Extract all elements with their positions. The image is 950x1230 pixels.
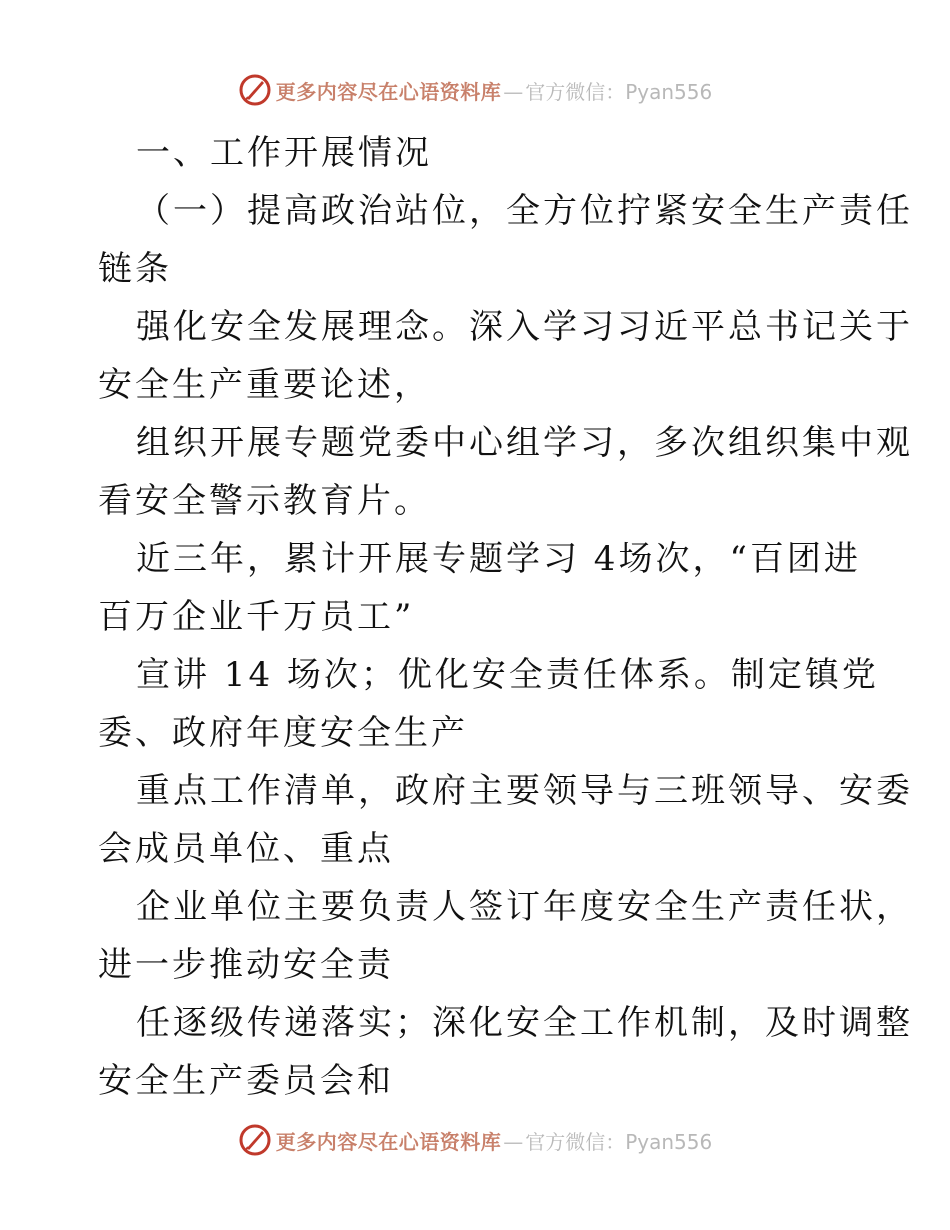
quill-pen-logo-icon — [238, 1123, 272, 1157]
watermark-main-text: 更多内容尽在心语资料库 — [275, 1129, 502, 1154]
watermark-dash: — — [503, 79, 524, 104]
paragraph-line: 企业单位主要负责人签订年度安全生产责任状， — [136, 887, 913, 927]
paragraph-line: 百万企业千万员工” — [98, 597, 415, 637]
subsection-heading: （一）提高政治站位，全方位拧紧安全生产责任 — [136, 191, 913, 231]
watermark-wechat-text: 官方微信：Pyan556 — [525, 1129, 713, 1154]
document-body — [98, 124, 913, 1110]
paragraph-line: 近三年，累计开展专题学习 4场次，“百团进 — [136, 539, 861, 579]
paragraph-line: 强化安全发展理念。深入学习习近平总书记关于 — [136, 307, 913, 347]
paragraph-line: 任逐级传递落实；深化安全工作机制，及时调整 — [136, 1003, 913, 1043]
paragraph-line: 安全生产重要论述， — [98, 365, 431, 405]
section-heading: 一、工作开展情况 — [136, 133, 432, 173]
paragraph-line: 宣讲 14 场次；优化安全责任体系。制定镇党 — [136, 655, 879, 695]
quill-pen-logo-icon — [238, 73, 272, 107]
watermark-main-text: 更多内容尽在心语资料库 — [275, 79, 502, 104]
paragraph-line: 安全生产委员会和 — [98, 1061, 394, 1101]
paragraph-line: 重点工作清单，政府主要领导与三班领导、安委 — [136, 771, 913, 811]
paragraph-line: 组织开展专题党委中心组学习，多次组织集中观 — [136, 423, 913, 463]
paragraph-line: 看安全警示教育片。 — [98, 481, 431, 521]
header-watermark — [0, 70, 950, 110]
paragraph-line: 进一步推动安全责 — [98, 945, 394, 985]
footer-watermark — [0, 1120, 950, 1160]
watermark-wechat-text: 官方微信：Pyan556 — [525, 79, 713, 104]
watermark-dash: — — [503, 1129, 524, 1154]
paragraph-line: 会成员单位、重点 — [98, 829, 394, 869]
paragraph-line: 委、政府年度安全生产 — [98, 713, 468, 753]
subsection-heading-continued: 链条 — [98, 249, 172, 289]
